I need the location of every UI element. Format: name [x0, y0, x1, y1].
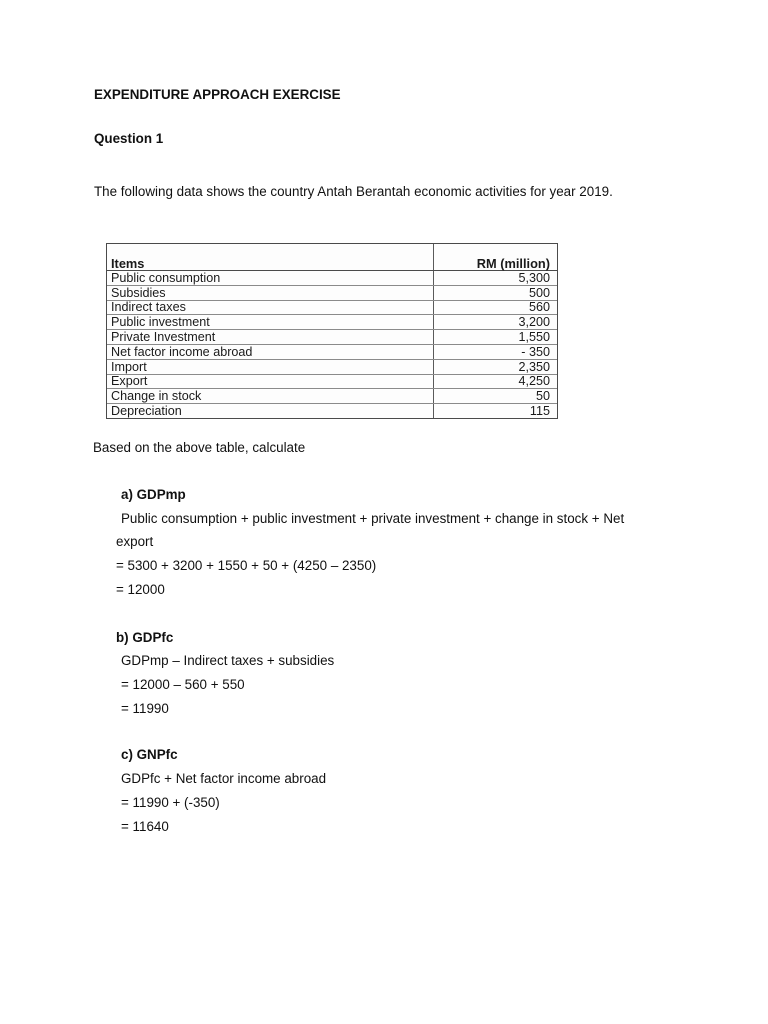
table-row: [107, 330, 557, 345]
answer-c-heading: c) GNPfc: [121, 747, 178, 762]
cell-item: Subsidies: [107, 285, 434, 300]
data-table: [107, 244, 557, 418]
answer-c-result: = 11640: [121, 819, 169, 834]
cell-value: 3,200: [434, 315, 558, 330]
cell-value: 4,250: [434, 374, 558, 389]
cell-item: Depreciation: [107, 404, 434, 418]
answer-a-formula: Public consumption + public investment + private investment + change in stock + Net: [121, 511, 625, 526]
cell-item: Indirect taxes: [107, 300, 434, 315]
answer-a-substitution: = 5300 + 3200 + 1550 + 50 + (4250 – 2350): [116, 558, 377, 573]
cell-item: Import: [107, 359, 434, 374]
table-row: [107, 374, 557, 389]
answer-b-formula: GDPmp – Indirect taxes + subsidies: [121, 653, 335, 668]
cell-item: Change in stock: [107, 389, 434, 404]
cell-item: Public investment: [107, 315, 434, 330]
table-row: [107, 359, 557, 374]
answer-a-heading: a) GDPmp: [121, 487, 186, 502]
table-row: [107, 389, 557, 404]
table-row: [107, 285, 557, 300]
answer-c-formula: GDPfc + Net factor income abroad: [121, 771, 327, 786]
cell-value: 5,300: [434, 271, 558, 286]
document-title: EXPENDITURE APPROACH EXERCISE: [94, 87, 341, 102]
column-header-items: Items: [107, 244, 434, 271]
answer-b-heading: b) GDPfc: [116, 630, 174, 645]
cell-value: - 350: [434, 344, 558, 359]
instruction-text: Based on the above table, calculate: [93, 440, 306, 455]
cell-value: 560: [434, 300, 558, 315]
cell-item: Net factor income abroad: [107, 344, 434, 359]
cell-value: 2,350: [434, 359, 558, 374]
cell-value: 500: [434, 285, 558, 300]
table-row: [107, 404, 557, 418]
data-table-image: [106, 243, 558, 419]
cell-item: Export: [107, 374, 434, 389]
intro-paragraph: The following data shows the country Antah Berantah economic activities for year 2019.: [94, 184, 613, 199]
table-row: [107, 300, 557, 315]
answer-a-formula-continued: export: [116, 534, 154, 549]
cell-value: 50: [434, 389, 558, 404]
cell-value: 115: [529, 404, 550, 418]
table-header-row: [107, 244, 557, 271]
cell-item: Private Investment: [107, 330, 434, 345]
table-row: [107, 344, 557, 359]
answer-b-substitution: = 12000 – 560 + 550: [121, 677, 245, 692]
answer-b-result: = 11990: [121, 701, 169, 716]
cell-value: 1,550: [434, 330, 558, 345]
question-heading: Question 1: [94, 131, 164, 146]
column-header-value: RM (million): [434, 244, 558, 271]
table-row: [107, 271, 557, 286]
answer-a-result: = 12000: [116, 582, 165, 597]
table-row: [107, 315, 557, 330]
answer-c-substitution: = 11990 + (-350): [121, 795, 220, 810]
cell-item: Public consumption: [107, 271, 434, 286]
